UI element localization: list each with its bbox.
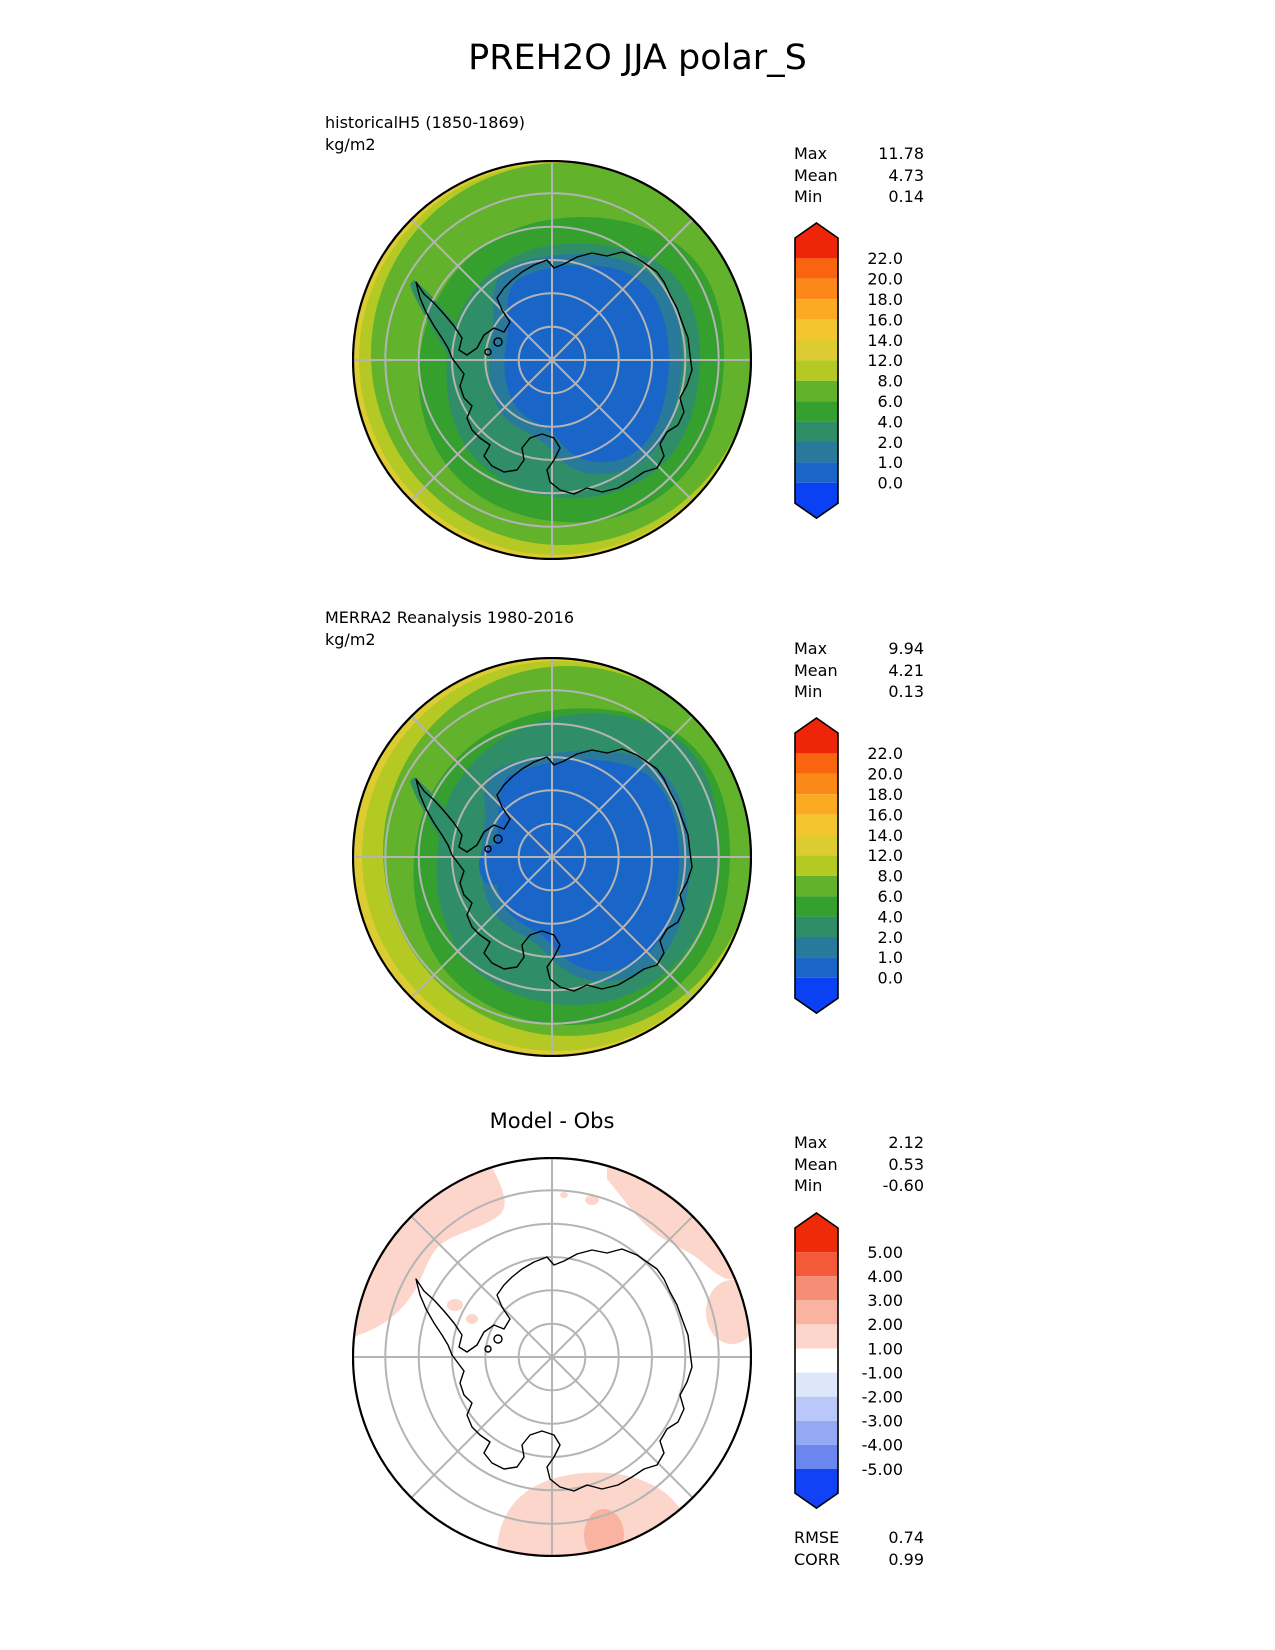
colorbar-band [795,1373,838,1397]
colorbar-band [795,1349,838,1373]
colorbar-tick-label: 1.00 [867,1339,903,1359]
colorbar-band [795,794,838,814]
stat-row [794,681,924,703]
stat-row [794,638,924,660]
stat-row [794,1527,924,1549]
panel2-dataset-label: MERRA2 Reanalysis 1980-2016 [325,608,575,627]
colorbar-band [795,835,838,855]
colorbar-band [795,381,838,401]
diff-band-pos-speck [560,1192,568,1198]
stat-label: Max [794,639,828,658]
stat-row [794,165,924,187]
colorbar-band [795,360,838,380]
stat-value: 2.12 [888,1133,924,1152]
stat-label: Min [794,1176,823,1195]
stat-row [794,186,924,208]
colorbar-tick-label: 12.0 [867,846,903,866]
map-merra2 [352,657,752,1057]
colorbar-tick-label: 2.0 [877,927,903,947]
map-difference [352,1157,752,1557]
colorbar-band [795,1300,838,1324]
panel3-metrics [794,1527,924,1570]
colorbar-tick-label: 22.0 [867,249,903,269]
colorbar-historical [794,221,906,524]
panel1-dataset-label: historicalH5 (1850-1869) [325,113,526,132]
colorbar-tick-label: 18.0 [867,289,903,309]
panel3-stats [794,1132,924,1197]
colorbar-svg [794,716,906,1015]
diff-band-pos-speck [447,1299,463,1311]
colorbar-tick-label: 8.0 [877,371,903,391]
colorbar-tick-label: 6.0 [877,391,903,411]
colorbar-tick-label: 8.0 [877,866,903,886]
stat-value: 0.14 [888,187,924,206]
panel2-label [325,607,574,651]
colorbar-band [795,442,838,462]
colorbar-tick-label: -4.00 [861,1435,903,1455]
stat-label: Mean [794,1154,838,1174]
colorbar-tick-label: 1.0 [877,453,903,473]
colorbar-merra2 [794,716,906,1019]
colorbar-band [795,1213,838,1252]
colorbar-band [795,258,838,278]
stat-value: 0.74 [888,1528,924,1547]
stat-value: 9.94 [888,639,924,658]
colorbar-tick-label: 18.0 [867,784,903,804]
colorbar-band [795,937,838,957]
colorbar-tick-label: 16.0 [867,310,903,330]
colorbar-tick-label: 3.00 [867,1291,903,1311]
panel1-label [325,112,525,156]
stat-row [794,143,924,165]
colorbar-band [795,876,838,896]
colorbar-tick-label: 2.0 [877,432,903,452]
colorbar-band [795,340,838,360]
colorbar-band [795,320,838,340]
stat-label: Min [794,187,823,206]
colorbar-band [795,718,838,753]
stat-value: -0.60 [882,1176,924,1195]
colorbar-tick-label: 0.0 [877,968,903,988]
stat-row [794,660,924,682]
figure-title: PREH2O JJA polar_S [468,38,807,78]
colorbar-band [795,401,838,421]
colorbar-band [795,483,838,518]
panel2-stats [794,638,924,703]
colorbar-tick-label: 14.0 [867,330,903,350]
colorbar-band [795,1252,838,1276]
colorbar-tick-label: 16.0 [867,805,903,825]
colorbar-tick-label: 12.0 [867,351,903,371]
colorbar-band [795,279,838,299]
stat-label: Min [794,682,823,701]
stat-row [794,1175,924,1197]
panel1-stats [794,143,924,208]
colorbar-tick-label: 4.0 [877,412,903,432]
colorbar-tick-label: 14.0 [867,825,903,845]
colorbar-tick-label: -2.00 [861,1387,903,1407]
colorbar-band [795,299,838,319]
colorbar-tick-label: 2.00 [867,1315,903,1335]
colorbar-tick-label: -1.00 [861,1363,903,1383]
stat-label: Mean [794,660,838,680]
colorbar-tick-label: 5.00 [867,1242,903,1262]
panel2-units-label: kg/m2 [325,630,376,649]
colorbar-band [795,1324,838,1348]
panel3-title: Model - Obs [489,1109,615,1133]
colorbar-band [795,815,838,835]
colorbar-tick-label: 20.0 [867,269,903,289]
colorbar-band [795,917,838,937]
stat-label: Mean [794,165,838,185]
colorbar-tick-label: 22.0 [867,744,903,764]
colorbar-band [795,1469,838,1508]
stat-label: CORR [794,1549,840,1569]
colorbar-tick-label: 6.0 [877,886,903,906]
stat-label: Max [794,1133,828,1152]
stat-row [794,1154,924,1176]
map-historical [352,160,752,560]
diff-band-pos-speck [466,1314,478,1324]
colorbar-band [795,1421,838,1445]
colorbar-tick-label: -5.00 [861,1459,903,1479]
stat-label: RMSE [794,1528,840,1547]
colorbar-band [795,896,838,916]
colorbar-band [795,1276,838,1300]
stat-label: Max [794,144,828,163]
stat-value: 0.13 [888,682,924,701]
colorbar-difference [794,1211,906,1514]
stat-row [794,1132,924,1154]
colorbar-tick-label: 20.0 [867,764,903,784]
stat-value: 4.73 [888,165,924,185]
colorbar-band [795,978,838,1013]
colorbar-tick-label: 0.0 [877,473,903,493]
colorbar-band [795,462,838,482]
colorbar-tick-label: 1.0 [877,948,903,968]
stat-value: 11.78 [878,144,924,163]
stat-value: 0.53 [888,1154,924,1174]
colorbar-tick-label: 4.00 [867,1266,903,1286]
colorbar-band [795,753,838,773]
panel1-units-label: kg/m2 [325,135,376,154]
stat-value: 4.21 [888,660,924,680]
colorbar-band [795,1445,838,1469]
colorbar-band [795,422,838,442]
colorbar-svg [794,221,906,520]
stat-value: 0.99 [888,1549,924,1569]
colorbar-band [795,774,838,794]
colorbar-band [795,855,838,875]
contour-band-0-1-west-pocket [479,845,505,885]
colorbar-tick-label: 4.0 [877,907,903,927]
colorbar-tick-label: -3.00 [861,1411,903,1431]
colorbar-band [795,223,838,258]
colorbar-band [795,957,838,977]
stat-row [794,1549,924,1571]
colorbar-band [795,1397,838,1421]
colorbar-svg [794,1211,906,1510]
